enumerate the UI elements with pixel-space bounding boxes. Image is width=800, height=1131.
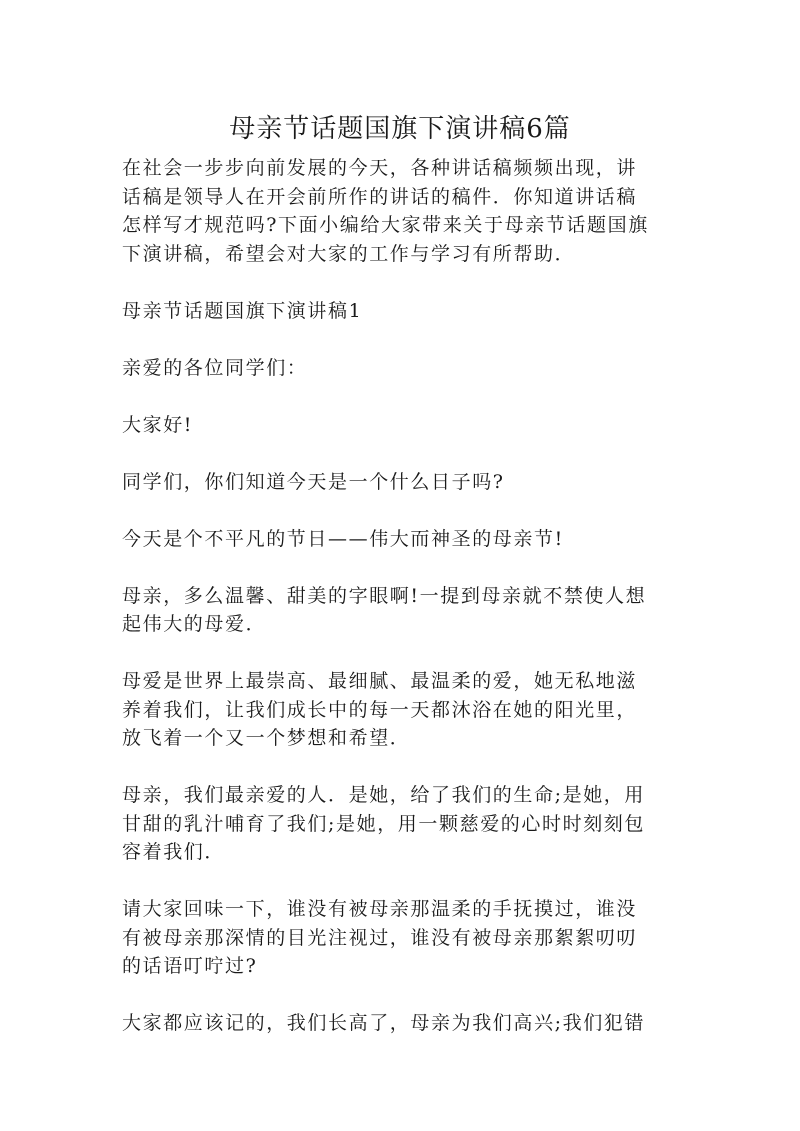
document-body: [122, 154, 682, 1066]
paragraph-salutation: 亲爱的各位同学们：: [122, 356, 308, 379]
paragraph-greeting: 大家好!: [122, 413, 194, 436]
paragraph: 今天是个不平凡的节日——伟大而神圣的母亲节!: [122, 527, 564, 550]
paragraph: 母亲，多么温馨、甜美的字眼啊!一提到母亲就不禁使人想 起伟大的母爱．: [122, 584, 647, 635]
section-heading: 母亲节话题国旗下演讲稿1: [122, 299, 363, 322]
document-title: 母亲节话题国旗下演讲稿6篇: [229, 114, 571, 144]
paragraph: 母爱是世界上最崇高、最细腻、最温柔的爱，她无私地滋 养着我们，让我们成长中的每一天都沐浴在她的阳光里， 放飞着一个又一个梦想和希望．: [122, 670, 638, 749]
paragraph: 请大家回味一下，谁没有被母亲那温柔的手抚摸过，谁没 有被母亲那深情的目光注视过，谁没有被母亲那絮絮叨叨 的话语叮咛过?: [122, 898, 638, 977]
paragraph: 母亲，我们最亲爱的人．是她，给了我们的生命;是她，用 甘甜的乳汁哺育了我们;是她，用一颗慈爱的心时时刻刻包 容着我们．: [122, 784, 646, 863]
paragraph: 大家都应该记的，我们长高了，母亲为我们高兴;我们犯错: [122, 1012, 646, 1034]
paragraph-intro: 在社会一步步向前发展的今天，各种讲话稿频频出现，讲 话稿是领导人在开会前所作的讲话的稿件．你知道讲话稿 怎样写才规范吗?下面小编给大家带来关于母亲节话题国旗 下演讲稿，希望会对大家的工作与学习有所帮助．: [122, 157, 649, 265]
paragraph: 同学们，你们知道今天是一个什么日子吗?: [122, 470, 505, 493]
